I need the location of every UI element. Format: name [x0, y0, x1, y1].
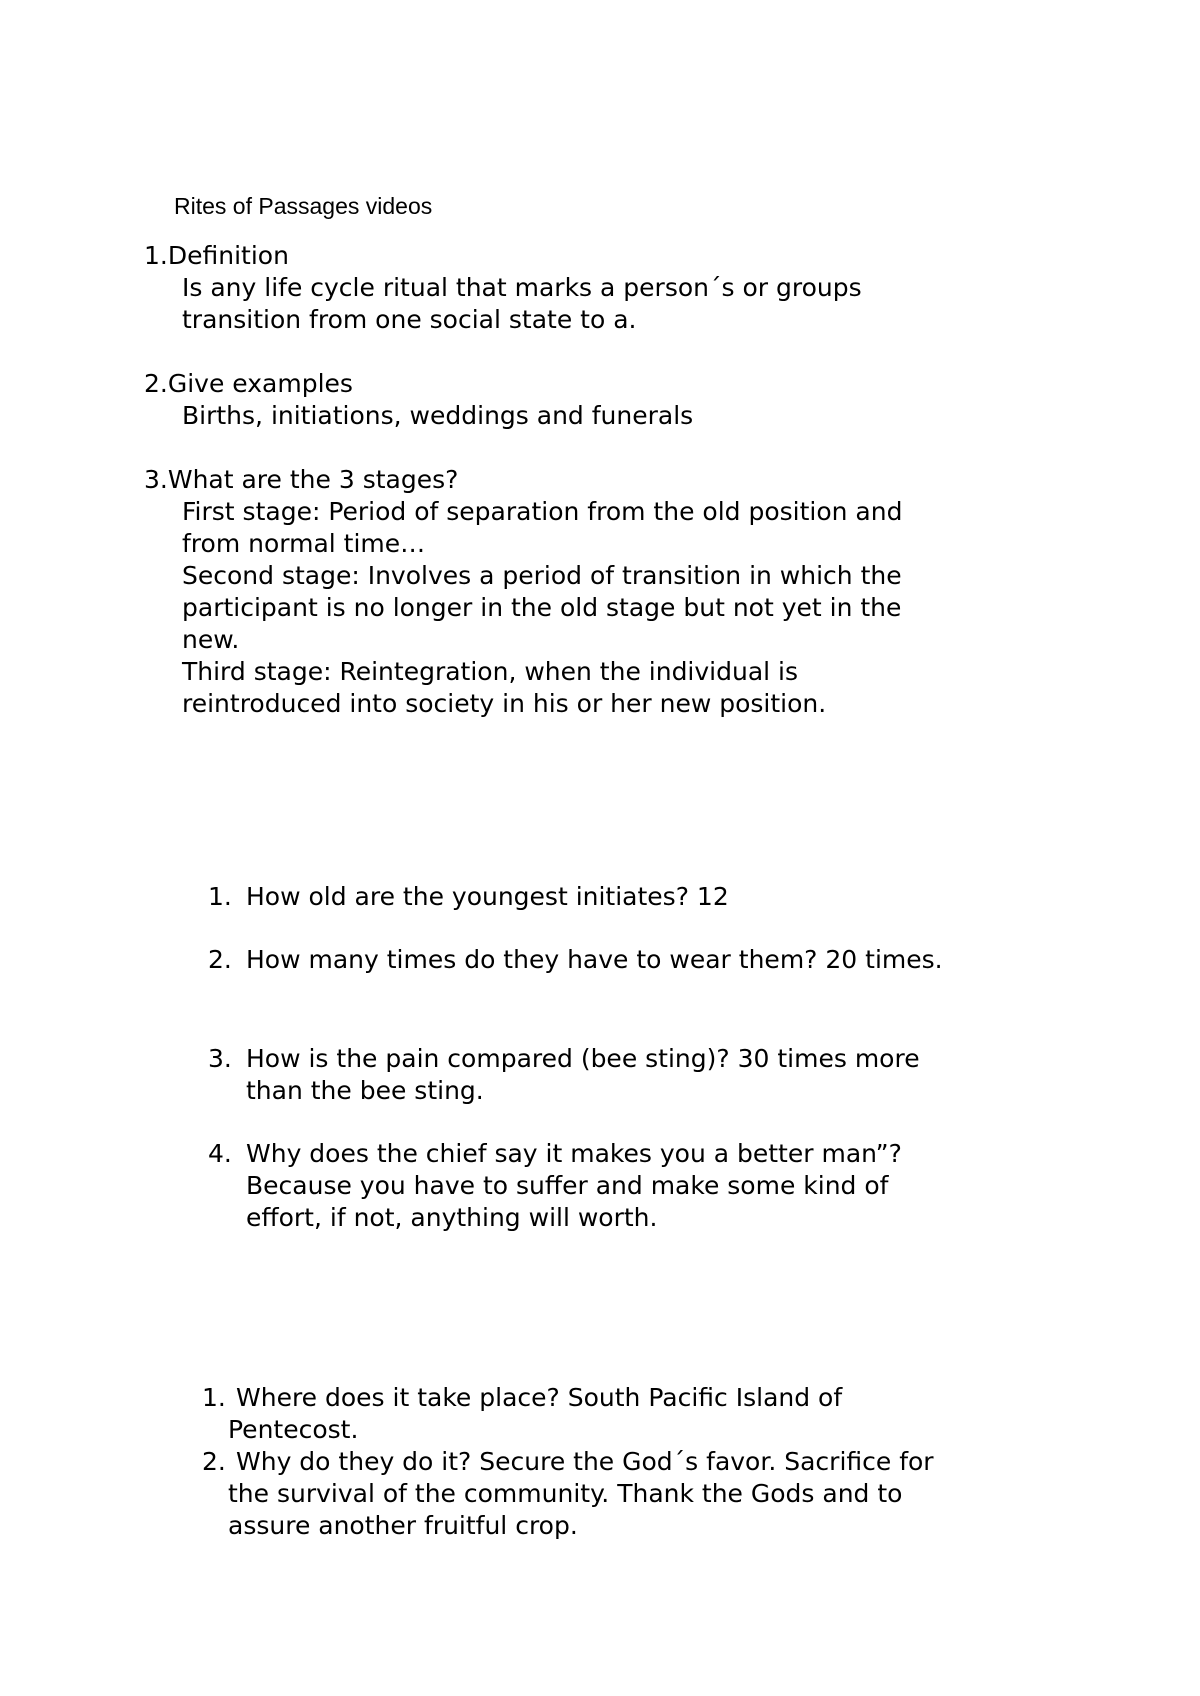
question-text-line: How old are the youngest initiates? 12: [246, 882, 729, 911]
question-number: 3.: [208, 1044, 232, 1073]
question-text-line: Where does it take place? South Pacific Island of: [236, 1383, 843, 1412]
question-text-line: Why does the chief say it makes you a better man”?: [246, 1139, 902, 1168]
document-title: Rites of Passages videos: [174, 193, 433, 219]
examples-heading: 2.Give examples: [144, 369, 353, 398]
question-number: 1.: [202, 1383, 226, 1412]
question-text-line: effort, if not, anything will worth.: [246, 1203, 658, 1232]
question-text-line: Why do they do it? Secure the God´s favor. Sacrifice for: [236, 1447, 934, 1476]
question-number: 1.: [208, 882, 232, 911]
question-text-line: Pentecost.: [228, 1415, 359, 1444]
stages-text-line: First stage: Period of separation from the old position and: [182, 497, 903, 526]
question-number: 2.: [208, 945, 232, 974]
examples-text-line: Births, initiations, weddings and funerals: [182, 401, 694, 430]
stages-text-line: reintroduced into society in his or her new position.: [182, 689, 827, 718]
question-text-line: How is the pain compared (bee sting)? 30 times more: [246, 1044, 920, 1073]
question-text-line: than the bee sting.: [246, 1076, 484, 1105]
question-text-line: Because you have to suffer and make some kind of: [246, 1171, 889, 1200]
stages-text-line: participant is no longer in the old stage but not yet in the: [182, 593, 902, 622]
stages-heading: 3.What are the 3 stages?: [144, 465, 459, 494]
definition-heading: 1.Definition: [144, 241, 289, 270]
question-text-line: assure another fruitful crop.: [228, 1511, 578, 1540]
question-number: 2.: [202, 1447, 226, 1476]
question-text-line: How many times do they have to wear them? 20 times.: [246, 945, 943, 974]
question-text-line: the survival of the community. Thank the Gods and to: [228, 1479, 903, 1508]
stages-text-line: new.: [182, 625, 240, 654]
stages-text-line: Third stage: Reintegration, when the individual is: [182, 657, 799, 686]
definition-text-line: transition from one social state to a.: [182, 305, 637, 334]
question-number: 4.: [208, 1139, 232, 1168]
stages-text-line: from normal time…: [182, 529, 426, 558]
stages-text-line: Second stage: Involves a period of transition in which the: [182, 561, 902, 590]
definition-text-line: Is any life cycle ritual that marks a person´s or groups: [182, 273, 862, 302]
